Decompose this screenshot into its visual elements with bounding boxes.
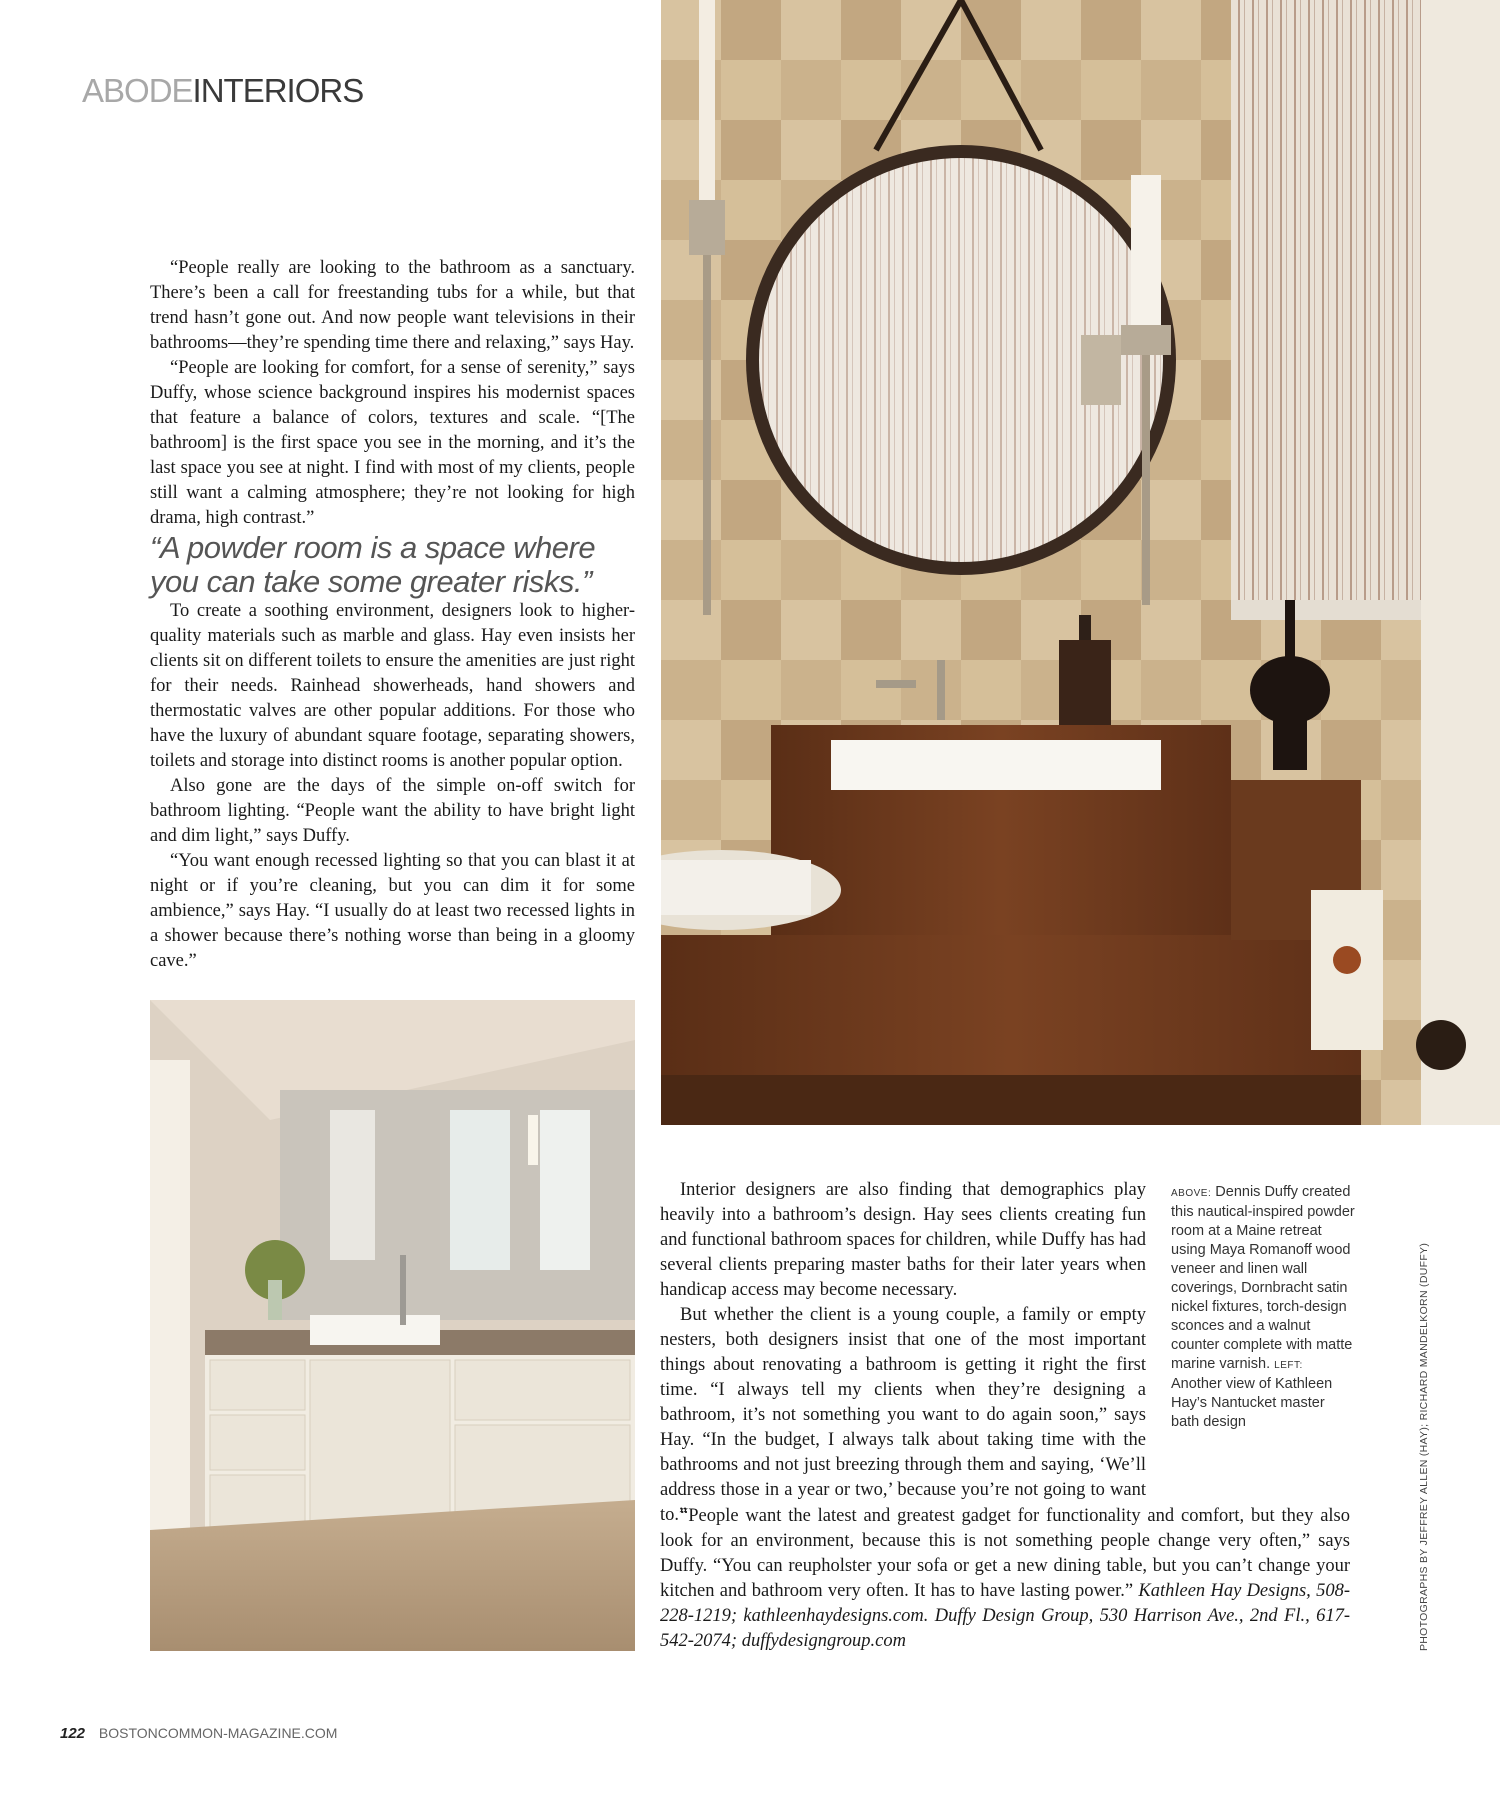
paragraph: “You want enough recessed lighting so that you can blast it at night or if you’re cleaning, but you can dim it for some ambience,” says Hay. “I usually do at least two recessed lights in a shower because there’s nothing worse than being in a gloomy cave.” bbox=[150, 851, 635, 971]
photo-caption bbox=[1171, 1183, 1356, 1432]
page-number: 122 bbox=[60, 1725, 86, 1742]
caption-above-label: ABOVE: bbox=[1171, 1188, 1212, 1199]
paragraph: To create a soothing environment, designers look to higher-quality materials such as marble and glass. Hay even insists her clients sit on different toilets to ensure the amenities are just right for their needs. Rainhead showerheads, hand showers and thermostatic valves are other popular additions. For those who have the luxury of abundant square footage, separating showers, toilets and storage into distinct rooms is another popular option. bbox=[150, 601, 635, 771]
powder-room-photo bbox=[661, 0, 1500, 1125]
left-column-text bbox=[150, 256, 635, 974]
magazine-url: BOSTONCOMMON-MAGAZINE.COM bbox=[98, 1725, 338, 1741]
paragraph-with-credits bbox=[660, 1504, 1350, 1654]
caption-left-text: Another view of Kathleen Hay’s Nantucket master bath design bbox=[1171, 1376, 1333, 1430]
photo-credit: PHOTOGRAPHS BY JEFFREY ALLEN (HAY); RICHARD MANDELKORN (DUFFY) bbox=[1418, 1242, 1430, 1651]
paragraph: Also gone are the days of the simple on-off switch for bathroom lighting. “People want the ability to have bright light and dim light,” says Duffy. bbox=[150, 776, 635, 846]
closing-paragraph bbox=[660, 1504, 1350, 1654]
paragraph: “People are looking for comfort, for a sense of serenity,” says Duffy, whose science background inspires his modernist spaces that feature a balance of colors, textures and scale. “[The bathroom] is the first space you see in the morning, and it’s the last space you see at night. I find with most of my clients, people still want a calming atmosphere; they’re not looking for high drama, high contrast.” bbox=[150, 358, 635, 528]
section-label-interiors: INTERIORS bbox=[192, 72, 364, 109]
paragraph: But whether the client is a young couple, a family or empty nesters, both designers insist that one of the most important things about renovating a bathroom is getting it right the first time. “I always tell my clients when they’re designing a bathroom, it’s not something you want to do again soon,” says Hay. “In the budget, I always talk about taking time with the bathrooms and not just breezing through them and saying, ‘We’ll address those in a year or two,’ because you’re not going to want to.” bbox=[660, 1305, 1146, 1525]
caption-above-text: Dennis Duffy created this nautical-inspired powder room at a Maine retreat using Maya Romanoff wood veneer and linen wall coverings, Dornbracht satin nickel fixtures, torch-design sconces and a walnut counter complete with matte marine varnish. bbox=[1171, 1184, 1355, 1372]
designer-credits: Kathleen Hay Designs, 508-228-1219; kathleenhaydesigns.com. Duffy Design Group, 530 Harrison Ave., 2nd Fl., 617-542-2074; duffydesigngroup.com bbox=[660, 1581, 1351, 1651]
page-footer bbox=[60, 1725, 337, 1742]
paragraph: “People really are looking to the bathroom as a sanctuary. There’s been a call for freestanding tubs for a while, but that trend hasn’t gone out. And now people want televisions in their bathrooms—they’re spending time there and relaxing,” says Hay. bbox=[150, 258, 635, 353]
paragraph: Interior designers are also finding that demographics play heavily into a bathroom’s design. Hay sees clients creating fun and functional bathroom spaces for children, while Duffy has had several clients preparing master baths for their later years when handicap access may become necessary. bbox=[660, 1180, 1146, 1300]
caption-left-label: LEFT: bbox=[1274, 1360, 1303, 1371]
pull-quote: “A powder room is a space where you can take some greater risks.” bbox=[150, 530, 596, 599]
closing-quote: “People want the latest and greatest gadget for functionality and comfort, but they also look for an environment, because this is not something people change very often,” says Duffy. “You can reupholster your sofa or get a new dining table, but you can’t change your kitchen and bathroom very often. It has to have lasting power.” bbox=[660, 1506, 1350, 1601]
section-header bbox=[82, 72, 363, 110]
middle-column-text bbox=[660, 1178, 1146, 1528]
section-label-abode: ABODE bbox=[82, 72, 193, 109]
master-bath-photo bbox=[150, 1000, 635, 1651]
